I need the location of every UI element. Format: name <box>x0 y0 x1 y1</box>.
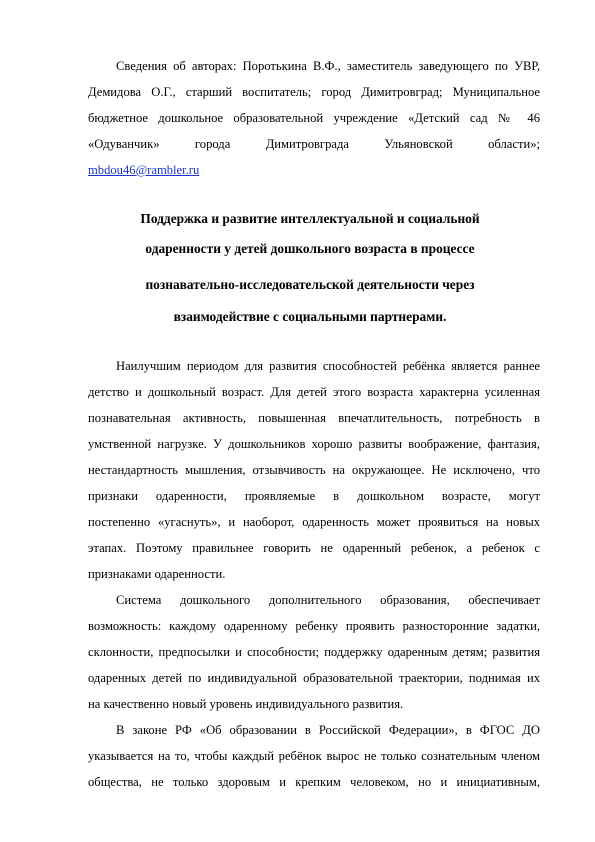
article-title-line-3: познавательно-исследовательской деятельности через <box>145 277 475 292</box>
authors-email-row <box>88 162 199 178</box>
paragraph-line: указывается на то, чтобы каждый ребёнок вырос не только сознательным членом <box>88 749 540 763</box>
paragraph-line: этапах. Поэтому правильнее говорить не одаренный ребенок, а ребенок с <box>88 541 540 555</box>
authors-line-3: бюджетное дошкольное образовательной учреждение «Детский сад № 46 <box>88 111 540 125</box>
paragraph-line: нестандартность мышления, отзывчивость на окружающее. Не исключено, что <box>88 463 540 477</box>
paragraph-line: познавательная активность, повышенная впечатлительность, потребность в <box>88 411 540 425</box>
article-title-line-4: взаимодействие с социальными партнерами. <box>173 309 447 324</box>
paragraph-line: одаренных детей по индивидуальной образовательной траектории, поднимая их <box>88 671 540 685</box>
paragraph-line: признаки одаренности, проявляемые в дошкольном возрасте, могут <box>88 489 540 503</box>
paragraph-line: умственной нагрузке. У дошкольников хорошо развиты воображение, фантазия, <box>88 437 540 451</box>
paragraph-line: В законе РФ «Об образовании в Российской Федерации», в ФГОС ДО <box>116 723 540 737</box>
paragraph-line: общества, не только здоровым и крепким человеком, но и инициативным, <box>88 775 540 789</box>
authors-line-2: Демидова О.Г., старший воспитатель; город Димитровград; Муниципальное <box>88 85 540 99</box>
paragraph-line: детство и дошкольный возраст. Для детей этого возраста характерна усиленная <box>88 385 540 399</box>
paragraph-line: Система дошкольного дополнительного образования, обеспечивает <box>116 593 540 607</box>
authors-line-4: «Одуванчик» города Димитровграда Ульяновской области»; <box>88 137 540 151</box>
paragraph-line: признаками одаренности. <box>88 567 226 581</box>
paragraph-line: постепенно «угаснуть», и наоборот, одаренность может проявиться на новых <box>88 515 540 529</box>
paragraph-line: склонности, предпосылки и способности; поддержку одаренным детям; развития <box>88 645 540 659</box>
article-title-line-1: Поддержка и развитие интеллектуальной и социальной <box>140 211 480 226</box>
paragraph-line: Наилучшим периодом для развития способностей ребёнка является раннее <box>116 359 540 373</box>
paragraph-line: на качественно новый уровень индивидуального развития. <box>88 697 404 711</box>
paragraph-line: возможность: каждому одаренному ребенку проявить разносторонние задатки, <box>88 619 540 633</box>
article-title-line-2: одаренности у детей дошкольного возраста в процессе <box>145 241 475 256</box>
authors-line-1: Сведения об авторах: Поротькина В.Ф., заместитель заведующего по УВР, <box>116 59 540 73</box>
author-email-link[interactable]: mbdou46@rambler.ru <box>88 163 200 177</box>
